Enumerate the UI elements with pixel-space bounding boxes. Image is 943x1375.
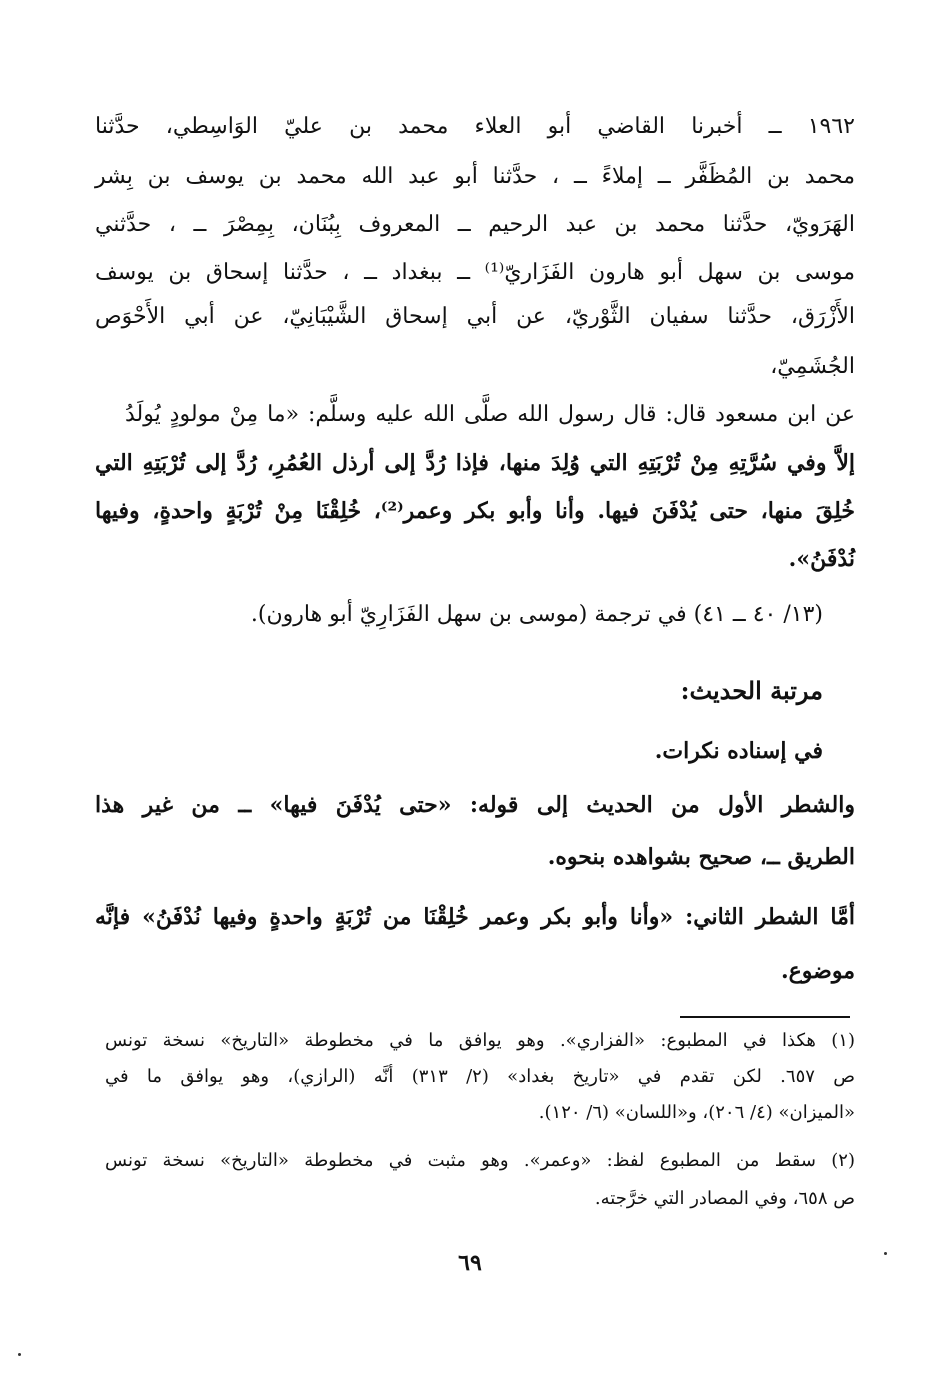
hadith-reference: (١٣/ ٤٠ ــ ٤١) في ترجمة (موسى بن سهل الفَزَارِيّ أبو هارون). bbox=[250, 602, 823, 627]
matn-line-1: إلاَّ وفي سُرَّتِهِ مِنْ تُرْبَتِهِ التي وُلِدَ منها، فإذا رُدَّ إلى أرذل العُمُرِ، رُدَّ إلى تُرْبَتِهِ التي bbox=[95, 450, 855, 476]
isnad-line-5: الأَزْرَق، حدَّثنا سفيان الثَّوْريّ، عن أبي إسحاق الشَّيْبَانِيّ، عن أبي الأَحْوَص bbox=[95, 304, 855, 329]
scan-speck bbox=[18, 1353, 21, 1356]
matn-line-2: خُلِقَ منها، حتى يُدْفَنَ فيها. وأنا وأبو بكر وعمر⁽²⁾، خُلِقْنَا مِنْ تُرْبَةٍ واحدةٍ، وفيها bbox=[95, 498, 855, 524]
isnad-line-4: موسى بن سهل أبو هارون الفَزَاريّ⁽¹⁾ ــ ببغداد ــ ، حدَّثنا إسحاق بن يوسف bbox=[95, 260, 855, 285]
grading-part2-line-2: موضوع. bbox=[781, 958, 855, 984]
grading-part1-line-1: والشطر الأول من الحديث إلى قوله: «حتى يُدْفَنَ فيها» ــ من غير هذا bbox=[95, 792, 855, 818]
footnote-1-line-2: ص ٦٥٧. لكن تقدم في «تاريخ بغداد» (٢/ ٣١٣) أنَّه (الرازي)، وهو يوافق ما في bbox=[105, 1066, 856, 1087]
page-number: ٦٩ bbox=[458, 1250, 482, 1276]
scan-speck bbox=[884, 1252, 887, 1255]
footnote-1-line-3: «الميزان» (٤/ ٢٠٦)، و«اللسان» (٦/ ١٢٠). bbox=[538, 1102, 855, 1123]
footnote-1-line-1: (١) هكذا في المطبوع: «الفزاري». وهو يوافق ما في مخطوطة «التاريخ» نسخة تونس bbox=[105, 1030, 855, 1051]
isnad-line-6: الجُشَمِيّ، bbox=[770, 354, 855, 379]
isnad-line-3: الهَرَويّ، حدَّثنا محمد بن عبد الرحيم ــ المعروف بِبُنَان، بِمِصْرَ ــ ، حدَّثني bbox=[95, 212, 855, 237]
grading-line-1: في إسناده نكرات. bbox=[654, 738, 823, 764]
isnad-line-2: محمد بن المُظَفَّر ــ إملاءً ــ ، حدَّثنا أبو عبد الله محمد بن يوسف بن بِشر bbox=[95, 164, 855, 189]
grading-part1-line-2: الطريق ــ، صحيح بشواهده بنحوه. bbox=[547, 844, 855, 870]
footnote-2-line-1: (٢) سقط من المطبوع لفظ: «وعمر». وهو مثبت في مخطوطة «التاريخ» نسخة تونس bbox=[105, 1150, 855, 1171]
matn-intro: عن ابن مسعود قال: قال رسول الله صلَّى الله عليه وسلَّم: «ما مِنْ مولودٍ يُولَدُ bbox=[125, 402, 855, 427]
isnad-line-1: ١٩٦٢ ــ أخبرنا القاضي أبو العلاء محمد بن عليّ الوَاسِطي، حدَّثنا bbox=[95, 114, 855, 139]
grading-part2-line-1: أمَّا الشطر الثاني: «وأنا وأبو بكر وعمر خُلِقْنَا من تُرْبَةٍ واحدةٍ وفيها نُدْفَنُ» فإنَّه bbox=[95, 904, 855, 930]
footnote-2-line-2: ص ٦٥٨، وفي المصادر التي خرَّجته. bbox=[594, 1188, 855, 1209]
grading-heading: مرتبة الحديث: bbox=[680, 676, 823, 705]
matn-line-3: نُدْفَنُ». bbox=[788, 546, 855, 572]
footnote-separator bbox=[680, 1016, 850, 1018]
